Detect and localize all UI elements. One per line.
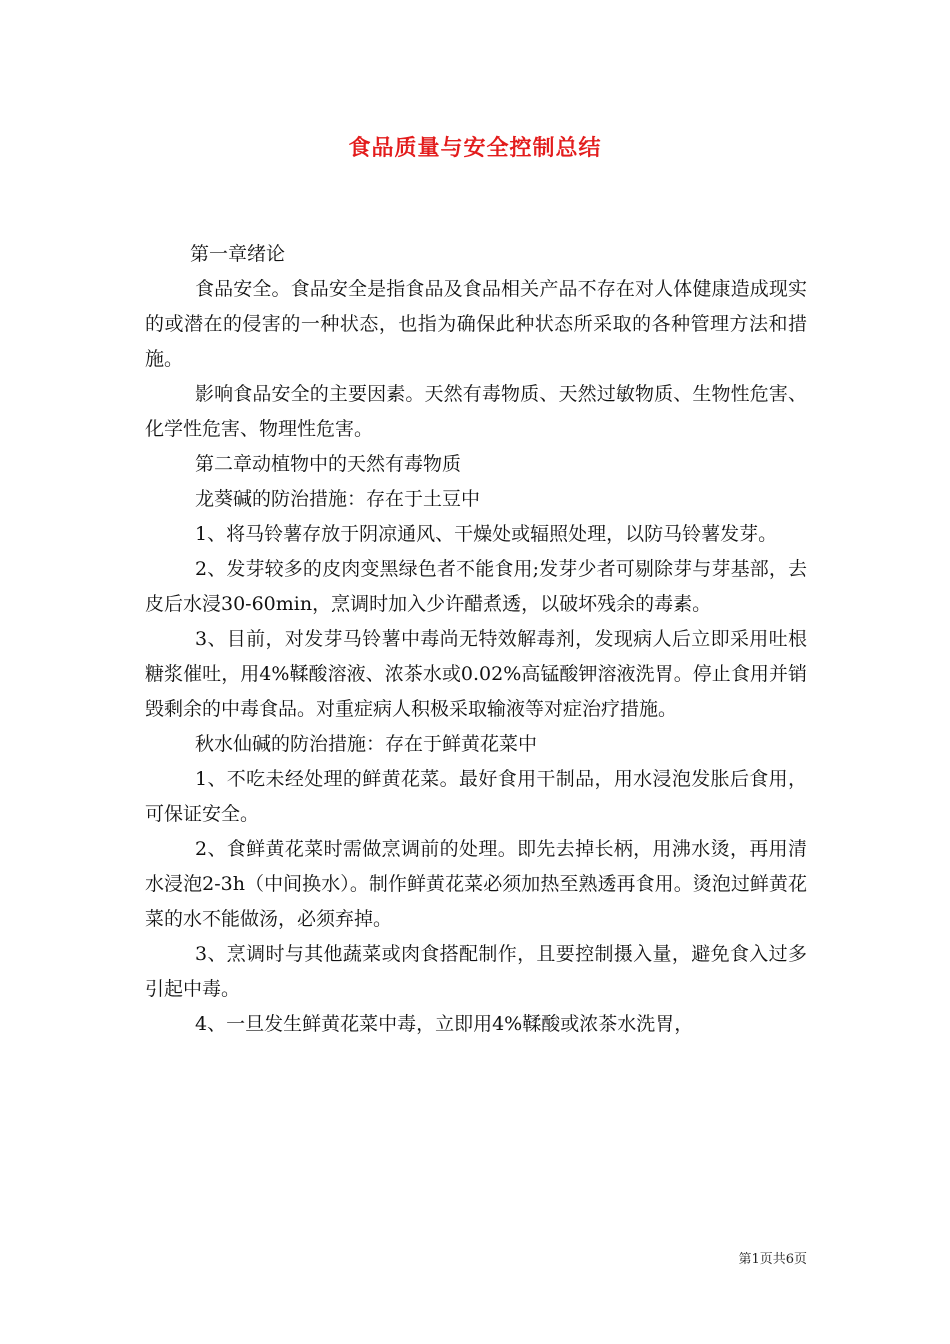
list-item: 1、将马铃薯存放于阴凉通风、干燥处或辐照处理，以防马铃薯发芽。 [195,523,778,545]
section-heading: 秋水仙碱的防治措施：存在于鲜黄花菜中 [195,733,538,755]
page-number: 第1页共6页 [738,1252,807,1267]
paragraph: 食品安全。食品安全是指食品及食品相关产品不存在对人体健康造成现实的或潜在的侵害的一种状态，也指为确保此种状态所采取的各种管理方法和措施。 [145,278,807,370]
paragraph: 影响食品安全的主要因素。天然有毒物质、天然过敏物质、生物性危害、化学性危害、物理性危害。 [145,383,807,440]
chapter-heading: 第二章动植物中的天然有毒物质 [195,453,462,475]
chapter-heading: 第一章绪论 [190,243,286,265]
list-item: 3、烹调时与其他蔬菜或肉食搭配制作，且要控制摄入量，避免食入过多引起中毒。 [145,943,807,1000]
document-body [145,237,807,1042]
list-item: 2、发芽较多的皮肉变黑绿色者不能食用;发芽少者可剔除芽与芽基部，去皮后水浸30-60min，烹调时加入少许醋煮透，以破坏残余的毒素。 [145,558,807,615]
list-item: 1、不吃未经处理的鲜黄花菜。最好食用干制品，用水浸泡发胀后食用，可保证安全。 [145,768,807,825]
document-title: 食品质量与安全控制总结 [348,135,602,161]
section-heading: 龙葵碱的防治措施：存在于土豆中 [195,488,481,510]
list-item: 3、目前，对发芽马铃薯中毒尚无特效解毒剂，发现病人后立即采用吐根糖浆催吐，用4%鞣酸溶液、浓茶水或0.02%高锰酸钾溶液洗胃。停止食用并销毁剩余的中毒食品。对重症病人积极采取输液等对症治疗措施。 [145,628,807,720]
list-item: 2、食鲜黄花菜时需做烹调前的处理。即先去掉长柄，用沸水烫，再用清水浸泡2-3h（中间换水）。制作鲜黄花菜必须加热至熟透再食用。烫泡过鲜黄花菜的水不能做汤，必须弃掉。 [145,838,807,930]
list-item: 4、一旦发生鲜黄花菜中毒，立即用4%鞣酸或浓茶水洗胃， [195,1013,694,1035]
